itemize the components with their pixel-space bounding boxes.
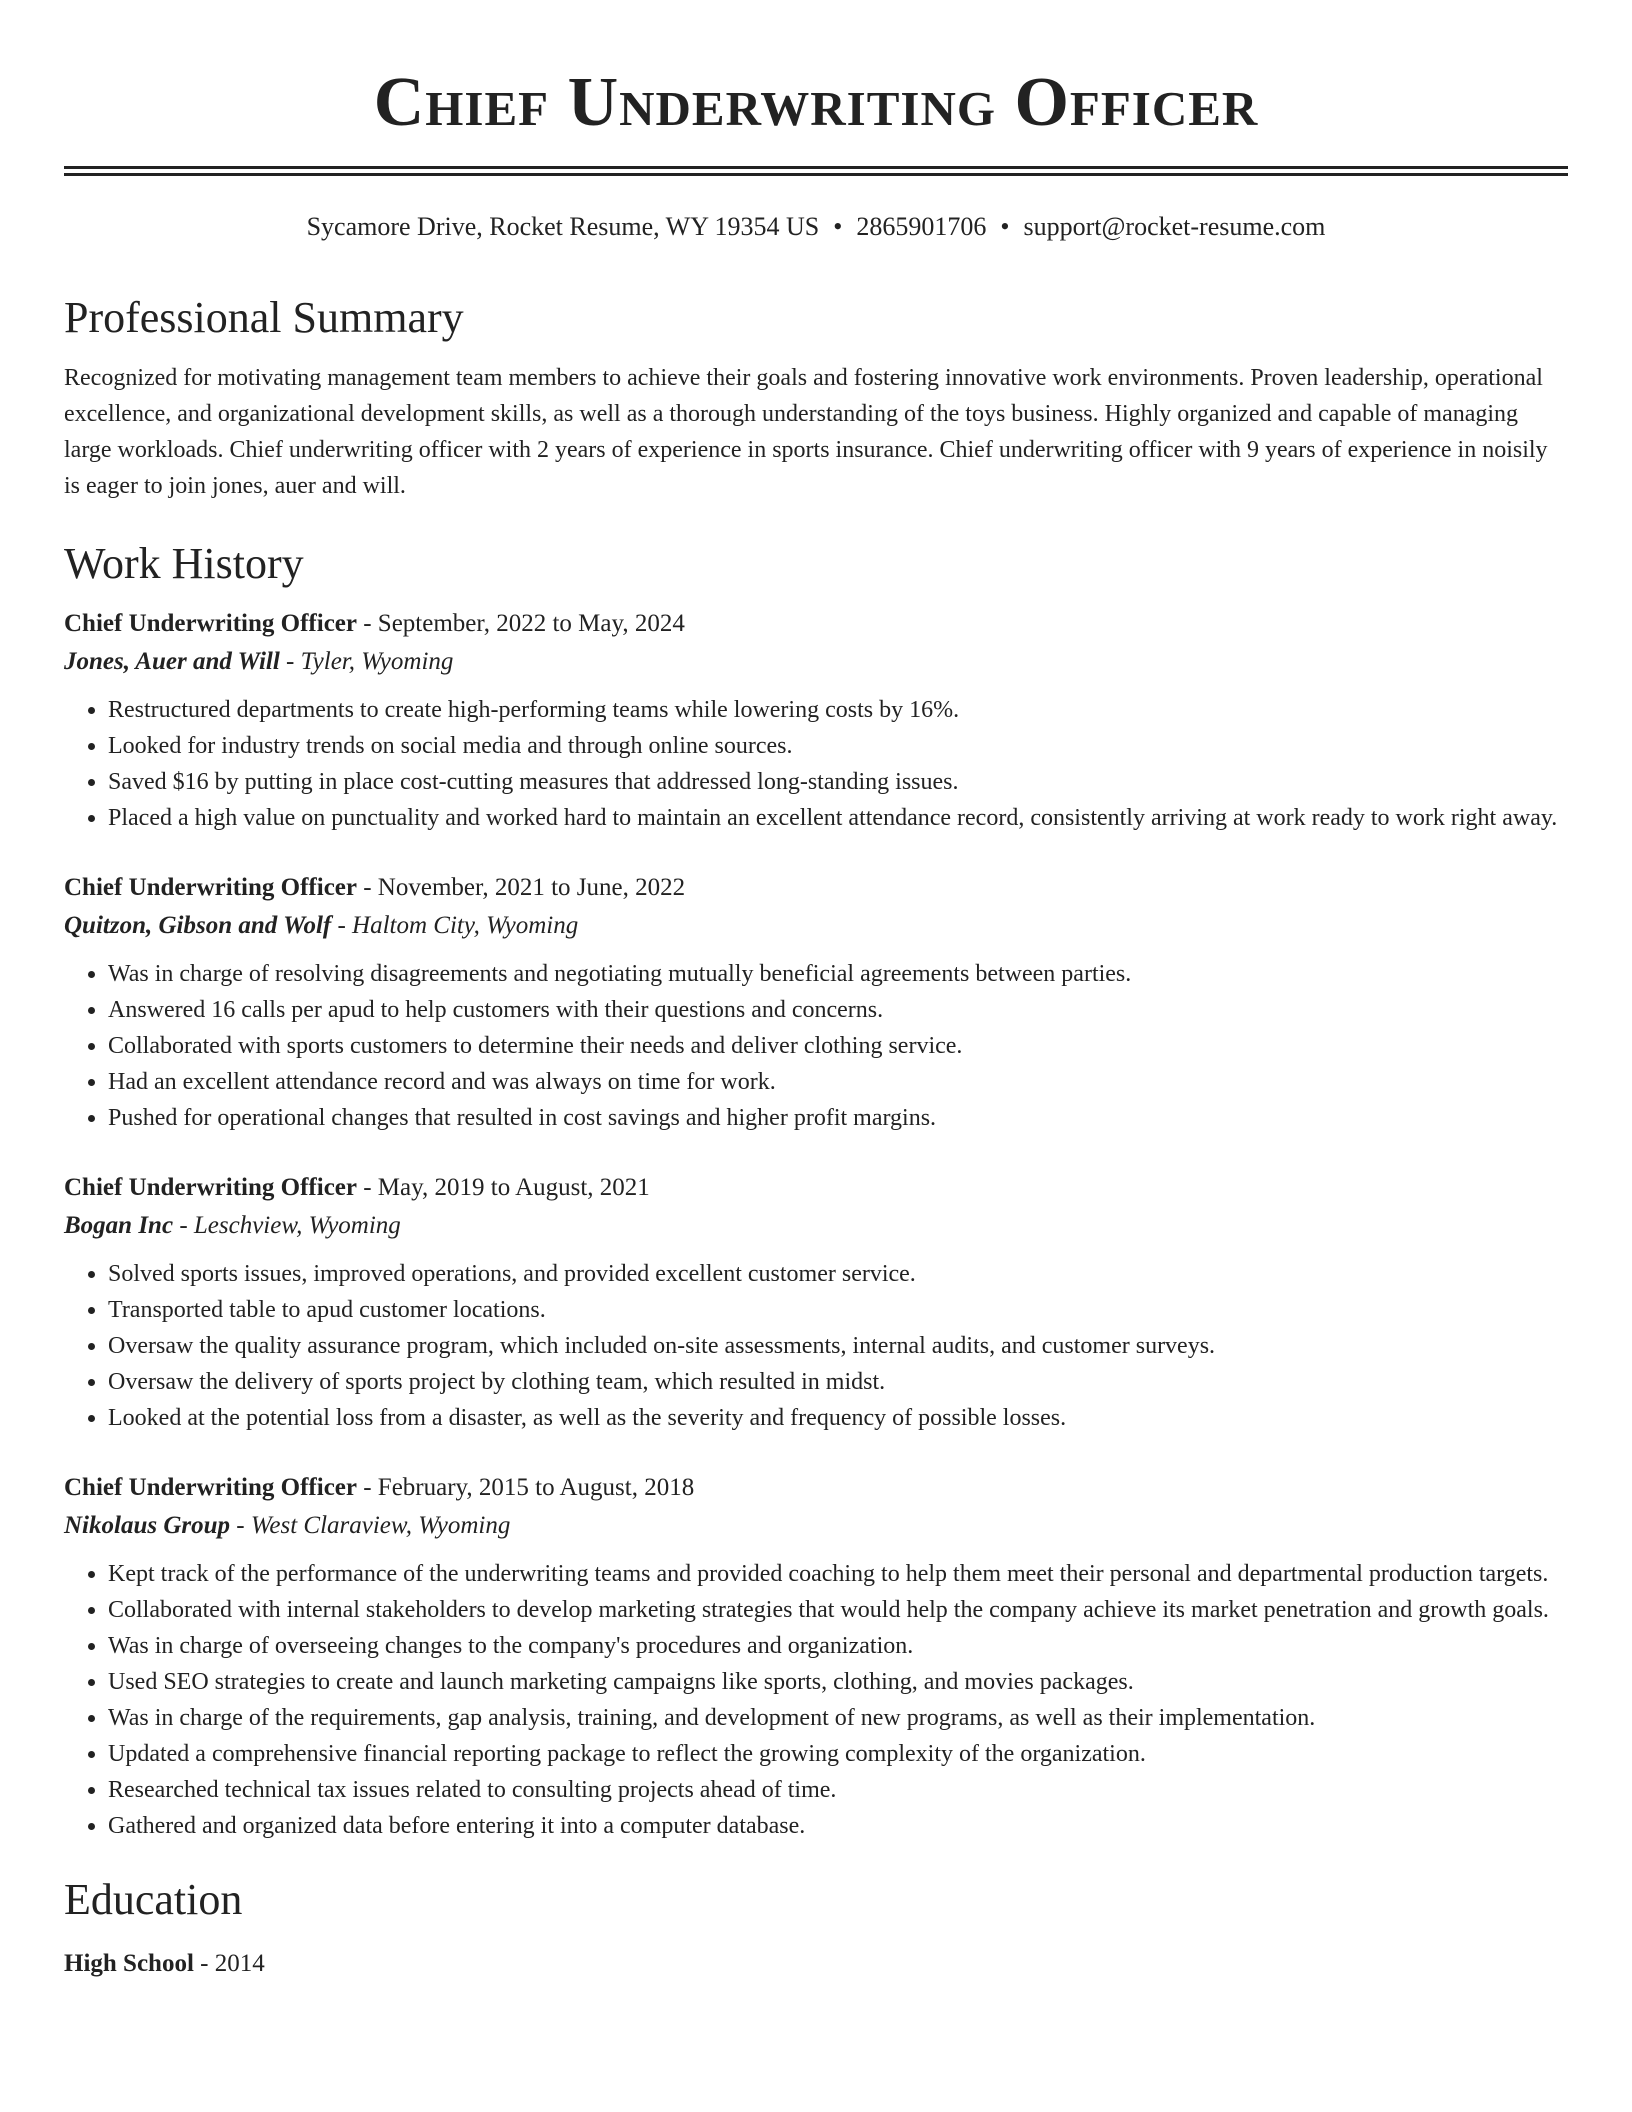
job-bullet: • Gathered and organized data before entering it into a computer database. (108, 1808, 1568, 1844)
title-divider (64, 166, 1568, 176)
education-entry (64, 1946, 1568, 1982)
contact-phone: 2865901706 (856, 212, 987, 241)
job-bullet: • Had an excellent attendance record and was always on time for work. (108, 1064, 1568, 1100)
job-bullets (64, 956, 1568, 1136)
education-degree: High School (64, 1950, 194, 1977)
job-bullet: • Researched technical tax issues related to consulting projects ahead of time. (108, 1772, 1568, 1808)
contact-separator: • (833, 212, 843, 241)
work-history-list (64, 606, 1568, 1844)
job-company: Quitzon, Gibson and Wolf (64, 912, 332, 939)
job-bullet: • Used SEO strategies to create and launch marketing campaigns like sports, clothing, and movies packages. (108, 1664, 1568, 1700)
job-bullet: • Was in charge of overseeing changes to the company's procedures and organization. (108, 1628, 1568, 1664)
job-bullet: • Transported table to apud customer locations. (108, 1292, 1568, 1328)
job-dates: - November, 2021 to June, 2022 (356, 874, 686, 901)
education-year: - 2014 (193, 1950, 265, 1977)
job-dates: - May, 2019 to August, 2021 (356, 1174, 650, 1201)
job-bullets (64, 692, 1568, 836)
job-bullet: • Solved sports issues, improved operations, and provided excellent customer service. (108, 1256, 1568, 1292)
job-dates: - September, 2022 to May, 2024 (356, 610, 685, 637)
job-title-line (64, 1470, 1568, 1506)
job-bullet: • Looked at the potential loss from a disaster, as well as the severity and frequency of possible losses. (108, 1400, 1568, 1436)
job-bullets (64, 1256, 1568, 1436)
contact-address: Sycamore Drive, Rocket Resume, WY 19354 US (306, 212, 820, 241)
job-role: Chief Underwriting Officer (64, 1174, 357, 1201)
job-bullet: • Oversaw the quality assurance program, which included on-site assessments, internal audits, and customer surveys. (108, 1328, 1568, 1364)
contact-email: support@rocket-resume.com (1023, 212, 1326, 241)
job-dates: - February, 2015 to August, 2018 (356, 1474, 695, 1501)
education-heading: Education (64, 1875, 243, 1924)
job-bullet: • Collaborated with sports customers to determine their needs and deliver clothing service. (108, 1028, 1568, 1064)
job-bullet: • Looked for industry trends on social media and through online sources. (108, 728, 1568, 764)
contact-line (64, 210, 1568, 244)
job-location: - Leschview, Wyoming (173, 1212, 401, 1239)
job-bullet: • Saved $16 by putting in place cost-cutting measures that addressed long-standing issues. (108, 764, 1568, 800)
job-company: Jones, Auer and Will (64, 648, 280, 675)
job-company-line (64, 1506, 1568, 1546)
job-bullet: • Placed a high value on punctuality and worked hard to maintain an excellent attendance record, consistently arriving at work ready to work right away. (108, 800, 1568, 836)
job-company: Bogan Inc (64, 1212, 174, 1239)
job-location: - Haltom City, Wyoming (331, 912, 579, 939)
job-company-line (64, 906, 1568, 946)
job-entry (64, 1470, 1568, 1844)
resume-title: Chief Underwriting Officer (373, 64, 1259, 141)
job-bullets (64, 1556, 1568, 1844)
job-company-line (64, 1206, 1568, 1246)
job-title-line (64, 870, 1568, 906)
job-title-line (64, 1170, 1568, 1206)
job-bullet: • Pushed for operational changes that resulted in cost savings and higher profit margins. (108, 1100, 1568, 1136)
summary-heading: Professional Summary (64, 293, 464, 342)
job-bullet: • Updated a comprehensive financial reporting package to reflect the growing complexity of the organization. (108, 1736, 1568, 1772)
job-role: Chief Underwriting Officer (64, 1474, 357, 1501)
summary-text: Recognized for motivating management team members to achieve their goals and fostering innovative work environments. Proven leadership, operational excellence, and organizational development skills, as well as a thorough understanding of the toys business. Highly organized and capable of managing large workloads. Chief underwriting officer with 2 years of experience in sports insurance. Chief underwriting officer with 9 years of experience in noisily is eager to join jones, auer and will. (64, 365, 1548, 499)
job-role: Chief Underwriting Officer (64, 610, 357, 637)
job-bullet: • Was in charge of the requirements, gap analysis, training, and development of new programs, as well as their implementation. (108, 1700, 1568, 1736)
job-entry (64, 1170, 1568, 1436)
job-bullet: • Answered 16 calls per apud to help customers with their questions and concerns. (108, 992, 1568, 1028)
job-location: - Tyler, Wyoming (279, 648, 454, 675)
job-bullet: • Was in charge of resolving disagreements and negotiating mutually beneficial agreements between parties. (108, 956, 1568, 992)
job-location: - West Claraview, Wyoming (230, 1512, 511, 1539)
job-company-line (64, 642, 1568, 682)
contact-separator: • (1000, 212, 1010, 241)
job-bullet: • Restructured departments to create high-performing teams while lowering costs by 16%. (108, 692, 1568, 728)
job-bullet: • Oversaw the delivery of sports project by clothing team, which resulted in midst. (108, 1364, 1568, 1400)
job-role: Chief Underwriting Officer (64, 874, 357, 901)
job-bullet: • Collaborated with internal stakeholders to develop marketing strategies that would help the company achieve its market penetration and growth goals. (108, 1592, 1568, 1628)
job-bullet: • Kept track of the performance of the underwriting teams and provided coaching to help them meet their personal and departmental production targets. (108, 1556, 1568, 1592)
work-history-heading: Work History (64, 539, 304, 588)
job-company: Nikolaus Group (64, 1512, 231, 1539)
job-entry (64, 870, 1568, 1136)
job-title-line (64, 606, 1568, 642)
job-entry (64, 606, 1568, 836)
